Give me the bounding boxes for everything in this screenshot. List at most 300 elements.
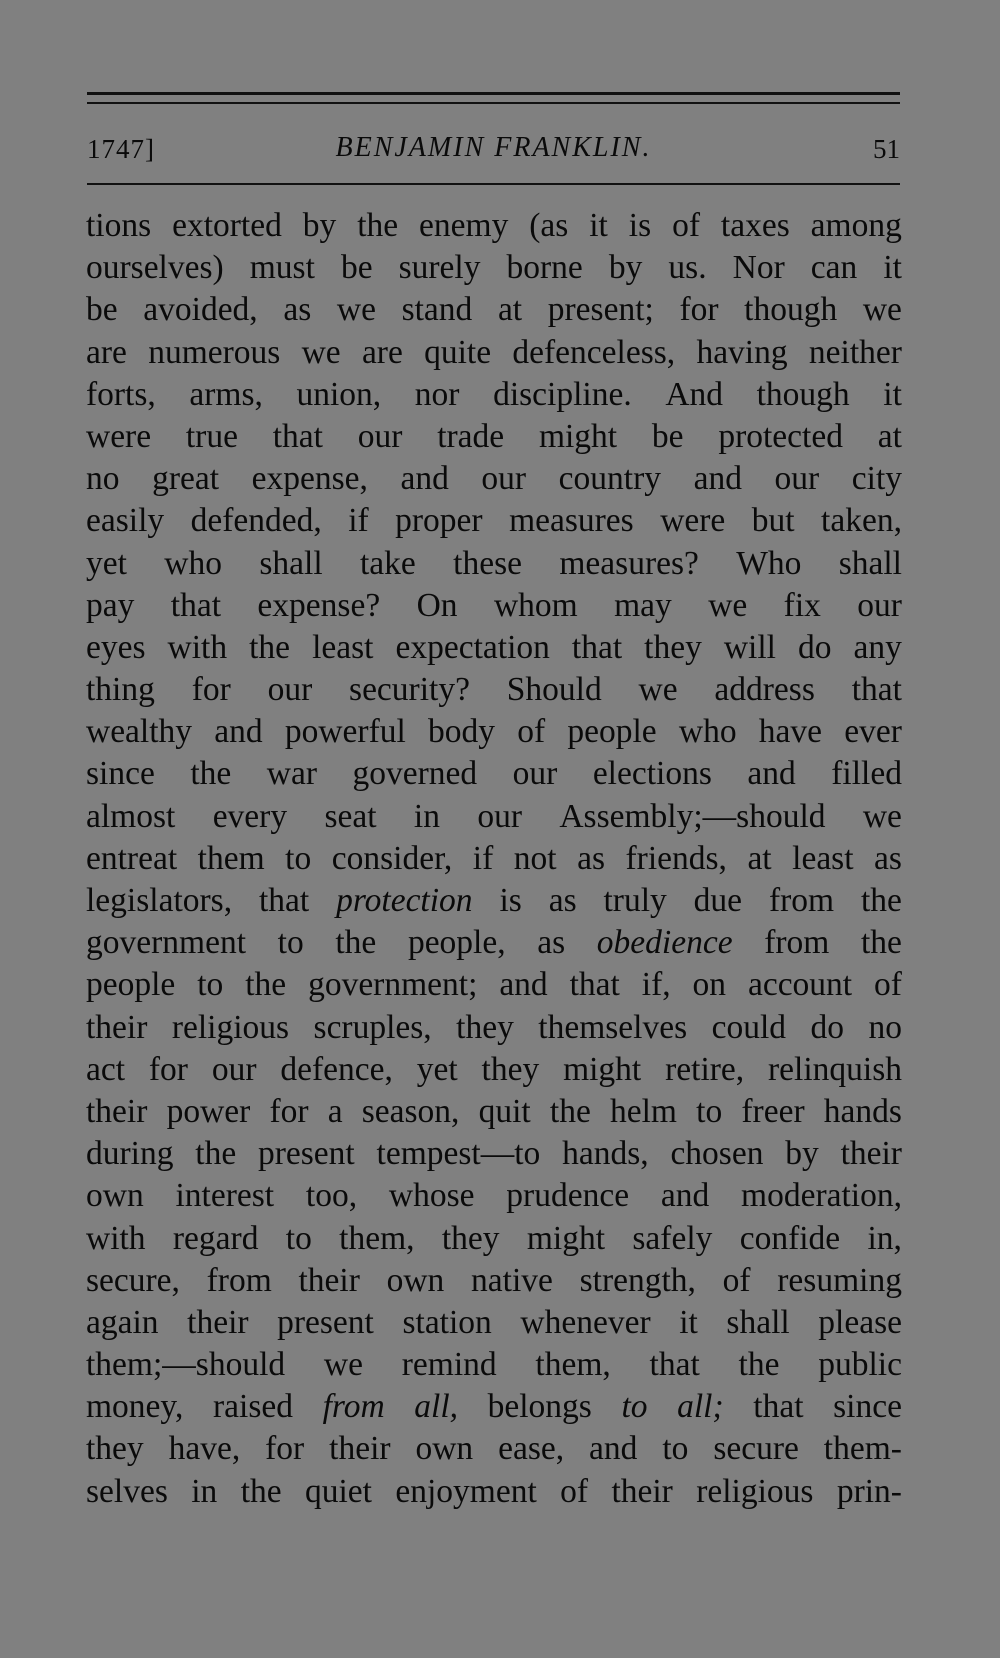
word: money,: [86, 1388, 184, 1426]
word: that: [258, 882, 310, 919]
word: secure: [713, 1430, 799, 1468]
word: of: [560, 1472, 589, 1510]
word: on: [692, 966, 727, 1004]
word: to: [277, 924, 304, 962]
word: might: [563, 1050, 642, 1088]
word: regard: [172, 1219, 259, 1257]
word: government;: [308, 966, 478, 1004]
word: surely: [398, 249, 481, 287]
word: by: [785, 1135, 819, 1173]
word: shall: [838, 544, 902, 582]
word: that: [170, 586, 222, 624]
word: filled: [831, 755, 902, 793]
text-line: [86, 416, 902, 458]
word: themselves: [538, 1008, 688, 1046]
word: station: [402, 1303, 492, 1341]
word: at: [747, 839, 772, 877]
body-text: [86, 205, 902, 1513]
word: again: [86, 1303, 159, 1341]
running-head: [87, 130, 900, 170]
word: were: [660, 502, 726, 540]
word: but: [751, 502, 795, 540]
word: with: [86, 1219, 146, 1257]
word: powerful: [284, 713, 406, 751]
word: to: [285, 839, 312, 877]
word: are: [86, 333, 127, 371]
word: strength,: [579, 1261, 696, 1299]
word: our: [774, 460, 820, 498]
word: selves: [86, 1472, 168, 1510]
word: quit: [478, 1092, 531, 1130]
word: might: [538, 417, 618, 455]
word: we: [323, 1346, 363, 1384]
word: elections: [592, 755, 712, 793]
word: hands,: [562, 1135, 649, 1173]
word: who: [678, 713, 737, 751]
word: the: [738, 1346, 780, 1384]
word: for: [269, 1092, 309, 1130]
word: them: [197, 839, 265, 877]
word: fix: [783, 586, 821, 624]
word: we: [862, 797, 902, 835]
word: thing: [86, 671, 155, 709]
word: interest: [175, 1177, 275, 1215]
word: belongs: [487, 1388, 592, 1426]
word: arms,: [189, 375, 263, 413]
word: it: [883, 375, 902, 413]
word: ourselves): [86, 249, 224, 287]
word: them-: [823, 1430, 902, 1468]
word: it: [883, 249, 902, 287]
word: people: [567, 713, 657, 751]
text-line: [86, 1386, 902, 1428]
text-line: [86, 1218, 902, 1260]
word: we: [708, 586, 748, 624]
word: (as: [529, 207, 569, 244]
word: defence,: [280, 1050, 393, 1088]
word: own: [386, 1261, 445, 1299]
word: forts,: [86, 375, 156, 413]
word: raised: [213, 1388, 293, 1426]
word: hands: [823, 1092, 902, 1130]
word: from: [768, 882, 835, 919]
word: from: [206, 1261, 272, 1299]
word: for: [265, 1430, 305, 1468]
word: be: [340, 249, 373, 287]
word: them;—should: [86, 1346, 286, 1384]
text-line: [86, 627, 902, 669]
word: measures: [509, 502, 634, 540]
word: at: [497, 291, 523, 329]
word: avoided,: [143, 291, 258, 329]
word: our: [267, 671, 313, 709]
word: own: [86, 1177, 144, 1215]
word: shall: [259, 544, 323, 582]
word: it: [589, 207, 608, 244]
word: tempest—to: [376, 1135, 541, 1173]
word: if: [472, 839, 494, 877]
text-line: [86, 374, 902, 416]
word: stand: [401, 291, 473, 329]
word: address: [714, 671, 815, 709]
text-line: [86, 669, 902, 711]
word: the: [249, 628, 291, 666]
word: secure,: [86, 1261, 180, 1299]
text-line: [86, 332, 902, 374]
running-head-rule: [87, 183, 900, 185]
text-line: [86, 880, 902, 922]
word: our: [211, 1050, 257, 1088]
word: these: [453, 544, 522, 582]
word: prin-: [836, 1472, 902, 1510]
word: due: [693, 882, 743, 919]
word: we: [862, 291, 902, 329]
word: no: [868, 1008, 902, 1046]
top-double-rule-lower: [87, 102, 900, 104]
word: their: [298, 1261, 360, 1299]
word: entreat: [86, 839, 178, 877]
word: true: [185, 417, 238, 455]
word: all,: [414, 1388, 459, 1426]
word: extorted: [172, 207, 282, 244]
word: defended,: [190, 502, 322, 540]
word: neither: [808, 333, 902, 371]
word: safely: [632, 1219, 713, 1257]
word: no: [86, 460, 120, 498]
word: act: [86, 1050, 126, 1088]
word: for: [148, 1050, 188, 1088]
word: may: [614, 586, 672, 624]
word: borne: [506, 249, 583, 287]
word: resuming: [777, 1261, 902, 1299]
word: public: [818, 1346, 902, 1384]
word: if: [348, 502, 369, 540]
word: On: [416, 586, 458, 624]
text-line: [86, 1175, 902, 1217]
word: they: [644, 628, 702, 666]
word: religious: [171, 1008, 290, 1046]
word: the: [860, 882, 902, 919]
word: defenceless,: [512, 333, 676, 371]
word: are: [361, 333, 403, 371]
word: and: [589, 1430, 638, 1468]
text-line: [86, 1344, 902, 1386]
word: during: [86, 1135, 174, 1173]
word: is: [628, 207, 652, 244]
word: who: [164, 544, 222, 582]
word: a: [327, 1092, 343, 1130]
word: of: [517, 713, 546, 751]
running-head-title: BENJAMIN FRANKLIN.: [335, 132, 652, 163]
word: seat: [324, 797, 377, 835]
text-line: [86, 458, 902, 500]
word: measures?: [559, 544, 699, 582]
word: them,: [339, 1219, 415, 1257]
word: trade: [437, 417, 505, 455]
word: the: [245, 966, 287, 1004]
word: the: [195, 1135, 237, 1173]
text-line: [86, 247, 902, 289]
text-line: [86, 500, 902, 542]
word: must: [249, 249, 315, 287]
word: discipline.: [493, 375, 632, 413]
word: their: [611, 1472, 673, 1510]
word: taxes: [720, 207, 790, 244]
text-line: [86, 1007, 902, 1049]
word: for: [679, 291, 719, 329]
word: government: [86, 924, 247, 962]
word: though: [744, 291, 838, 329]
word: they: [86, 1430, 144, 1468]
word: moderation,: [741, 1177, 902, 1215]
word: we: [336, 291, 376, 329]
word: to: [197, 966, 224, 1004]
word: will: [723, 628, 776, 666]
word: people: [86, 966, 176, 1004]
text-line: [86, 1302, 902, 1344]
word: power: [166, 1092, 251, 1130]
word: and: [660, 1177, 710, 1215]
word: body: [428, 713, 496, 751]
word: in: [413, 797, 440, 835]
word: it: [679, 1303, 698, 1341]
word: can: [810, 249, 858, 287]
word: quite: [424, 333, 492, 371]
text-line: [86, 289, 902, 331]
word: we: [301, 333, 341, 371]
word: any: [853, 628, 902, 666]
word: own: [415, 1430, 474, 1468]
word: and: [693, 460, 742, 498]
word: war: [266, 755, 317, 793]
word: the: [190, 755, 232, 793]
word: we: [638, 671, 678, 709]
word: shall: [726, 1303, 790, 1341]
word: Assembly;—should: [559, 797, 826, 835]
word: to: [696, 1092, 723, 1130]
word: easily: [86, 502, 165, 540]
word: present: [277, 1303, 374, 1341]
word: whose: [388, 1177, 475, 1215]
word: at: [877, 417, 902, 455]
word: and: [400, 460, 449, 498]
word: scruples,: [313, 1008, 432, 1046]
text-line: [86, 205, 902, 247]
word: expense,: [251, 460, 368, 498]
word: have,: [168, 1430, 241, 1468]
word: Nor: [732, 249, 785, 287]
word: by: [608, 249, 643, 287]
word: and: [747, 755, 796, 793]
word: from: [322, 1388, 385, 1426]
word: of: [874, 966, 902, 1004]
word: yet: [416, 1050, 458, 1088]
word: have: [758, 713, 823, 751]
word: please: [818, 1303, 902, 1341]
word: to: [285, 1219, 312, 1257]
word: that: [571, 628, 623, 666]
text-line: [86, 964, 902, 1006]
word: nor: [414, 375, 460, 413]
word: and: [499, 966, 548, 1004]
word: ease,: [498, 1430, 565, 1468]
word: as: [537, 924, 566, 962]
word: truly: [603, 882, 667, 919]
word: And: [665, 375, 724, 413]
word: if,: [641, 966, 671, 1004]
word: freer: [741, 1092, 805, 1130]
word: whenever: [520, 1303, 651, 1341]
word: be: [86, 291, 118, 329]
word: do: [810, 1008, 844, 1046]
word: ever: [844, 713, 902, 751]
word: eyes: [86, 628, 146, 666]
word: protected: [718, 417, 843, 455]
word: the: [357, 207, 399, 244]
word: friends,: [625, 839, 727, 877]
word: our: [481, 460, 527, 498]
word: not: [513, 839, 557, 877]
word: us.: [668, 249, 707, 287]
word: our: [357, 417, 403, 455]
word: of: [672, 207, 700, 244]
word: be: [651, 417, 684, 455]
word: in,: [867, 1219, 902, 1257]
word: that: [569, 966, 620, 1004]
text-line: [86, 922, 902, 964]
word: quiet: [305, 1472, 372, 1510]
text-line: [86, 1471, 902, 1513]
word: consider,: [331, 839, 453, 877]
word: city: [851, 460, 902, 498]
word: as: [548, 882, 577, 919]
word: least: [312, 628, 374, 666]
word: tions: [86, 207, 152, 244]
word: as: [283, 291, 312, 329]
word: confide: [739, 1219, 841, 1257]
word: the: [861, 924, 902, 962]
top-double-rule-upper: [87, 92, 900, 95]
word: Who: [736, 544, 802, 582]
word: native: [471, 1261, 553, 1299]
word: people,: [407, 924, 506, 962]
word: from: [764, 924, 830, 962]
word: union,: [296, 375, 382, 413]
word: season,: [361, 1092, 460, 1130]
word: since: [833, 1388, 902, 1426]
word: to: [621, 1388, 648, 1426]
word: whom: [493, 586, 578, 624]
word: obedience: [596, 924, 733, 962]
word: they: [456, 1008, 514, 1046]
text-line: [86, 711, 902, 753]
word: present: [258, 1135, 355, 1173]
word: as: [874, 839, 902, 877]
word: pay: [86, 586, 135, 624]
word: of: [722, 1261, 751, 1299]
word: that: [649, 1346, 700, 1384]
word: Should: [506, 671, 602, 709]
text-line: [86, 543, 902, 585]
word: having: [696, 333, 788, 371]
text-line: [86, 585, 902, 627]
word: too,: [305, 1177, 358, 1215]
word: religious: [696, 1472, 814, 1510]
word: they: [481, 1050, 540, 1088]
word: as: [577, 839, 605, 877]
word: protection: [336, 882, 473, 919]
word: were: [86, 417, 152, 455]
word: though: [756, 375, 850, 413]
word: great: [152, 460, 220, 498]
word: their: [86, 1092, 148, 1130]
text-line: [86, 1091, 902, 1133]
word: to: [662, 1430, 689, 1468]
text-line: [86, 796, 902, 838]
word: they: [441, 1219, 500, 1257]
word: could: [711, 1008, 787, 1046]
word: chosen: [670, 1135, 764, 1173]
word: country: [558, 460, 661, 498]
word: prudence: [506, 1177, 630, 1215]
word: numerous: [148, 333, 281, 371]
word: that: [272, 417, 323, 455]
word: in: [191, 1472, 218, 1510]
word: wealthy: [86, 713, 193, 751]
word: with: [167, 628, 228, 666]
text-line: [86, 753, 902, 795]
page-number: 51: [873, 134, 900, 164]
word: them,: [535, 1346, 611, 1384]
word: all;: [677, 1388, 724, 1426]
word: almost: [86, 797, 176, 835]
word: yet: [86, 544, 127, 582]
word: might: [526, 1219, 606, 1257]
word: account: [747, 966, 853, 1004]
word: is: [499, 882, 522, 919]
word: among: [810, 207, 902, 244]
word: do: [798, 628, 832, 666]
word: their: [840, 1135, 902, 1173]
word: that: [851, 671, 902, 709]
word: their: [329, 1430, 391, 1468]
word: helm: [610, 1092, 677, 1130]
word: that: [753, 1388, 804, 1426]
word: present;: [547, 291, 654, 329]
word: least: [792, 839, 854, 877]
text-line: [86, 1133, 902, 1175]
text-line: [86, 838, 902, 880]
word: the: [335, 924, 377, 962]
word: enemy: [419, 207, 509, 244]
word: for: [191, 671, 231, 709]
word: security?: [349, 671, 470, 709]
word: take: [360, 544, 416, 582]
word: expense?: [257, 586, 381, 624]
word: enjoyment: [395, 1472, 537, 1510]
word: legislators,: [86, 882, 233, 919]
word: our: [477, 797, 522, 835]
word: retire,: [665, 1050, 745, 1088]
word: expectation: [395, 628, 550, 666]
text-line: [86, 1049, 902, 1091]
running-head-year: 1747]: [87, 134, 155, 164]
text-line: [86, 1260, 902, 1302]
word: proper: [395, 502, 483, 540]
word: their: [86, 1008, 148, 1046]
word: relinquish: [768, 1050, 902, 1088]
word: governed: [352, 755, 478, 793]
